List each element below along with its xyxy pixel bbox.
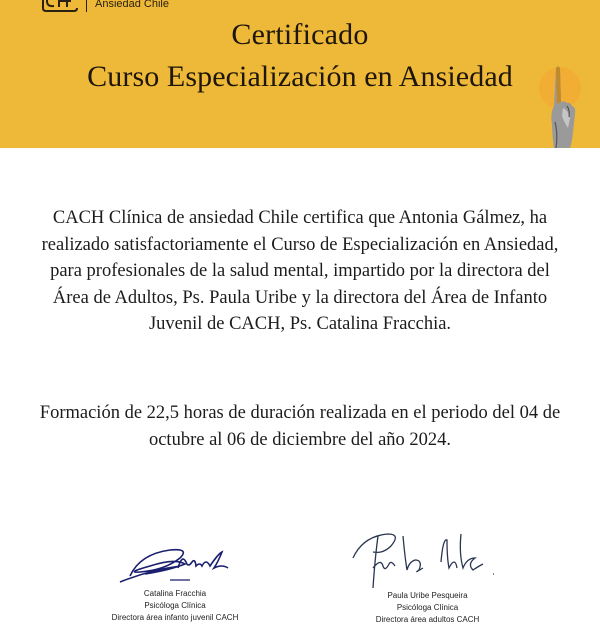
course-period-text: Formación de 22,5 horas de duración realizada en el periodo del 04 de octubre al 06 de diciembre del año 2024. bbox=[39, 403, 561, 450]
header-banner bbox=[0, 0, 600, 148]
cach-logo-mark-icon bbox=[40, 0, 80, 12]
signature-block-catalina bbox=[90, 540, 260, 624]
signature-block-paula bbox=[340, 528, 515, 626]
pointing-hand-illustration-icon bbox=[530, 62, 600, 148]
cach-logo bbox=[40, 0, 169, 14]
signer-position: Directora área infanto juvenil CACH bbox=[111, 613, 239, 622]
logo-text: Ansiedad Chile bbox=[95, 0, 169, 10]
logo-separator bbox=[86, 0, 87, 12]
course-title: Curso Especialización en Ansiedad bbox=[87, 60, 513, 93]
signer-position: Directora área adultos CACH bbox=[375, 615, 480, 624]
signer-name: Catalina Fracchia bbox=[143, 589, 207, 598]
signature-paula-icon bbox=[343, 528, 513, 590]
signer-role: Psicóloga Clínica bbox=[144, 601, 206, 610]
signer-name: Paula Uribe Pesqueira bbox=[387, 591, 468, 600]
signature-catalina-icon bbox=[110, 540, 240, 588]
certificate-title: Certificado bbox=[231, 18, 369, 51]
certificate-body-text: CACH Clínica de ansiedad Chile certifica que Antonia Gálmez, ha realizado satisfactoriamente el Curso de Especialización en Ansiedad, para profesionales de la salud mental, impartido por la directora del Área de Adultos, Ps. Paula Uribe y la directora del Área de Infanto Juvenil de CACH, Ps. Catalina Fracchia. bbox=[41, 208, 559, 334]
signer-role: Psicóloga Clínica bbox=[396, 603, 459, 612]
